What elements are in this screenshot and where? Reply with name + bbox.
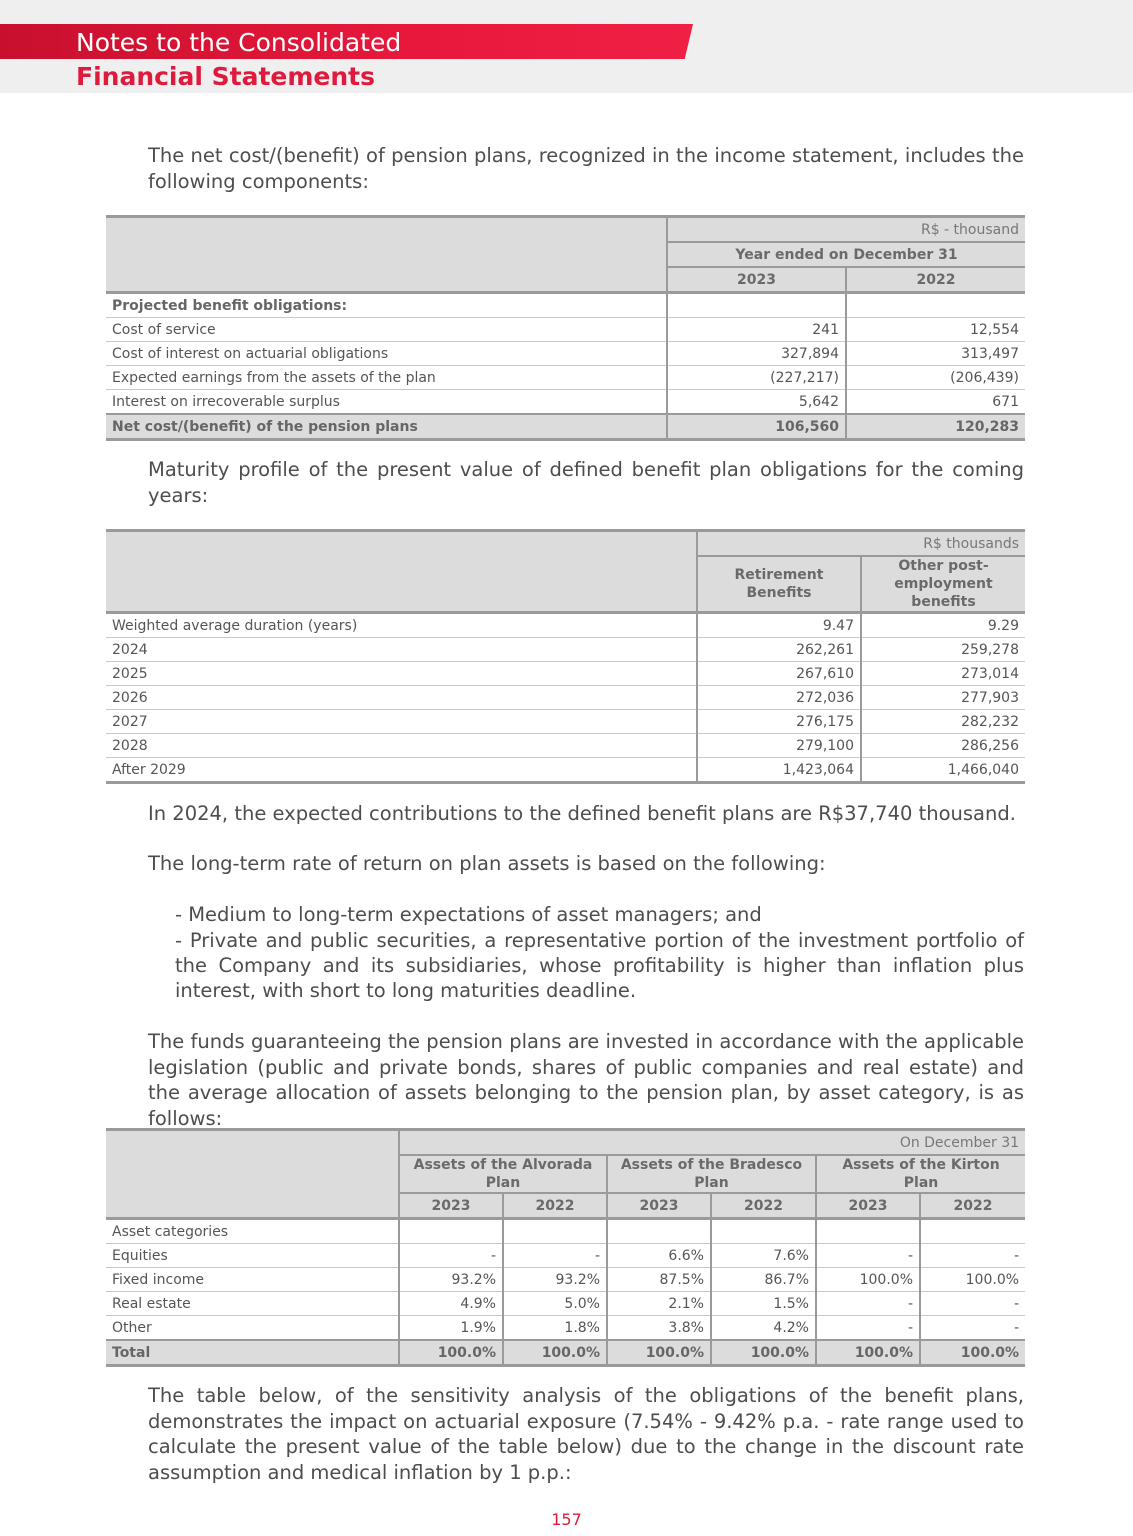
cell-value: 262,261 xyxy=(697,638,861,662)
cell-value: 273,014 xyxy=(861,662,1025,686)
cell-value: 272,036 xyxy=(697,686,861,710)
cell-value: 1,423,064 xyxy=(697,758,861,783)
cell-value: 5.0% xyxy=(503,1292,607,1316)
asset-allocation-table xyxy=(106,1128,1025,1367)
cell-value: 6.6% xyxy=(607,1244,711,1268)
cell-value: 86.7% xyxy=(711,1268,816,1292)
cell-value: - xyxy=(920,1292,1025,1316)
table-row xyxy=(106,1292,1025,1316)
section-label: Projected benefit obligations: xyxy=(106,293,667,318)
column-header-kirton-plan: Assets of the Kirton Plan xyxy=(816,1155,1025,1193)
column-header-year: 2022 xyxy=(711,1193,816,1219)
table-row xyxy=(106,318,1025,342)
cell-value: 12,554 xyxy=(846,318,1025,342)
row-label: Expected earnings from the assets of the plan xyxy=(106,366,667,390)
cell-value: 241 xyxy=(667,318,846,342)
cell-value: 9.29 xyxy=(861,613,1025,638)
cell-value: 93.2% xyxy=(503,1268,607,1292)
row-label: Fixed income xyxy=(106,1268,399,1292)
cell-value: 327,894 xyxy=(667,342,846,366)
section-label: Asset categories xyxy=(106,1219,399,1244)
total-value: 100.0% xyxy=(816,1340,920,1366)
row-label: 2024 xyxy=(106,638,697,662)
cell-value: 2.1% xyxy=(607,1292,711,1316)
total-value: 100.0% xyxy=(711,1340,816,1366)
row-label: 2028 xyxy=(106,734,697,758)
bullet-item-expectations: - Medium to long-term expectations of asset managers; and xyxy=(175,903,762,926)
table-row xyxy=(106,686,1025,710)
table-row xyxy=(106,366,1025,390)
cell-value: 4.9% xyxy=(399,1292,503,1316)
cell-value: 276,175 xyxy=(697,710,861,734)
row-label: Cost of service xyxy=(106,318,667,342)
table-row xyxy=(106,613,1025,638)
cell-value: 4.2% xyxy=(711,1316,816,1341)
cell-value: 1.9% xyxy=(399,1316,503,1341)
row-label: Weighted average duration (years) xyxy=(106,613,697,638)
table-row xyxy=(106,293,1025,318)
table-row xyxy=(106,342,1025,366)
table-row xyxy=(106,1316,1025,1341)
row-label: 2025 xyxy=(106,662,697,686)
cell-value: 282,232 xyxy=(861,710,1025,734)
row-label: Other xyxy=(106,1316,399,1341)
total-value: 100.0% xyxy=(920,1340,1025,1366)
cell-value: 671 xyxy=(846,390,1025,415)
total-value: 120,283 xyxy=(846,414,1025,440)
row-label: Cost of interest on actuarial obligations xyxy=(106,342,667,366)
cell-value: 87.5% xyxy=(607,1268,711,1292)
paragraph-sensitivity: The table below, of the sensitivity analysis of the obligations of the benefit plans, demonstrates the impact on actuarial exposure (7.54% - 9.42% p.a. - rate range used to calculate the present value of the table below) due to the change in the discount rate assumption and medical inflation by 1 p.p.: xyxy=(148,1384,1024,1484)
cell-value: (227,217) xyxy=(667,366,846,390)
total-label: Total xyxy=(106,1340,399,1366)
paragraph-maturity: Maturity profile of the present value of defined benefit plan obligations for the coming years: xyxy=(148,458,1024,507)
column-header-bradesco-plan: Assets of the Bradesco Plan xyxy=(607,1155,816,1193)
bullet-item-securities: - Private and public securities, a representative portion of the investment portfolio of the Company and its subsidiaries, whose profitability is higher than inflation plus interest, with short to long maturities deadline. xyxy=(175,929,1024,1002)
column-header-2023: 2023 xyxy=(667,267,846,293)
cell-value: - xyxy=(816,1316,920,1341)
page-number: 157 xyxy=(551,1510,582,1529)
paragraph-long-term-rate: The long-term rate of return on plan assets is based on the following: xyxy=(148,852,826,875)
cell-value: - xyxy=(816,1244,920,1268)
row-label: After 2029 xyxy=(106,758,697,783)
cell-value: 267,610 xyxy=(697,662,861,686)
table-header-blank xyxy=(106,531,697,613)
table-row xyxy=(106,390,1025,415)
header-title-line2: Financial Statements xyxy=(76,62,376,91)
row-label: Interest on irrecoverable surplus xyxy=(106,390,667,415)
header-title-line1: Notes to the Consolidated xyxy=(76,28,402,57)
paragraph-intro: The net cost/(benefit) of pension plans, recognized in the income statement, includes the following components: xyxy=(148,144,1024,193)
cell-value: 313,497 xyxy=(846,342,1025,366)
column-header-alvorada-plan: Assets of the Alvorada Plan xyxy=(399,1155,607,1193)
cell-value: 1.5% xyxy=(711,1292,816,1316)
table-unit-label: On December 31 xyxy=(399,1130,1025,1156)
pension-cost-table xyxy=(106,215,1025,441)
cell-value: 7.6% xyxy=(711,1244,816,1268)
column-header-2022: 2022 xyxy=(846,267,1025,293)
table-header-blank xyxy=(106,1130,399,1219)
table-row xyxy=(106,1244,1025,1268)
table-row xyxy=(106,638,1025,662)
cell-value: (206,439) xyxy=(846,366,1025,390)
cell-value: 277,903 xyxy=(861,686,1025,710)
cell-value: 93.2% xyxy=(399,1268,503,1292)
table-period-label: Year ended on December 31 xyxy=(667,242,1025,267)
table-row xyxy=(106,734,1025,758)
cell-value: - xyxy=(920,1244,1025,1268)
table-row xyxy=(106,1268,1025,1292)
cell-value: 279,100 xyxy=(697,734,861,758)
cell-value: 5,642 xyxy=(667,390,846,415)
table-row xyxy=(106,662,1025,686)
cell-value: - xyxy=(920,1316,1025,1341)
cell-value: 1.8% xyxy=(503,1316,607,1341)
column-header-other-post-employment: Other post-employment benefits xyxy=(861,556,1025,613)
total-value: 100.0% xyxy=(607,1340,711,1366)
total-value: 100.0% xyxy=(503,1340,607,1366)
cell-value: - xyxy=(816,1292,920,1316)
table-row xyxy=(106,1219,1025,1244)
total-value: 100.0% xyxy=(399,1340,503,1366)
column-header-year: 2023 xyxy=(607,1193,711,1219)
cell-value: 3.8% xyxy=(607,1316,711,1341)
paragraph-contributions: In 2024, the expected contributions to the defined benefit plans are R$37,740 thousand. xyxy=(148,802,1016,825)
row-label: Real estate xyxy=(106,1292,399,1316)
row-label: 2026 xyxy=(106,686,697,710)
total-row xyxy=(106,414,1025,440)
table-unit-label: R$ thousands xyxy=(697,531,1025,557)
cell-value: - xyxy=(399,1244,503,1268)
table-row xyxy=(106,758,1025,783)
table-header-blank xyxy=(106,217,667,293)
column-header-retirement: Retirement Benefits xyxy=(697,556,861,613)
cell-value: 100.0% xyxy=(920,1268,1025,1292)
column-header-year: 2022 xyxy=(920,1193,1025,1219)
cell-value: 259,278 xyxy=(861,638,1025,662)
paragraph-funds-allocation: The funds guaranteeing the pension plans are invested in accordance with the applicable legislation (public and private bonds, shares of public companies and real estate) and the average allocation of assets belonging to the pension plan, by asset category, is as follows: xyxy=(148,1030,1024,1130)
total-value: 106,560 xyxy=(667,414,846,440)
table-unit-label: R$ - thousand xyxy=(667,217,1025,243)
column-header-year: 2023 xyxy=(816,1193,920,1219)
cell-value: 9.47 xyxy=(697,613,861,638)
cell-value: 1,466,040 xyxy=(861,758,1025,783)
cell-value: 286,256 xyxy=(861,734,1025,758)
total-label: Net cost/(benefit) of the pension plans xyxy=(106,414,667,440)
column-header-year: 2023 xyxy=(399,1193,503,1219)
row-label: 2027 xyxy=(106,710,697,734)
column-header-year: 2022 xyxy=(503,1193,607,1219)
table-row xyxy=(106,710,1025,734)
cell-value: - xyxy=(503,1244,607,1268)
cell-value: 100.0% xyxy=(816,1268,920,1292)
total-row xyxy=(106,1340,1025,1366)
row-label: Equities xyxy=(106,1244,399,1268)
maturity-profile-table xyxy=(106,529,1025,784)
